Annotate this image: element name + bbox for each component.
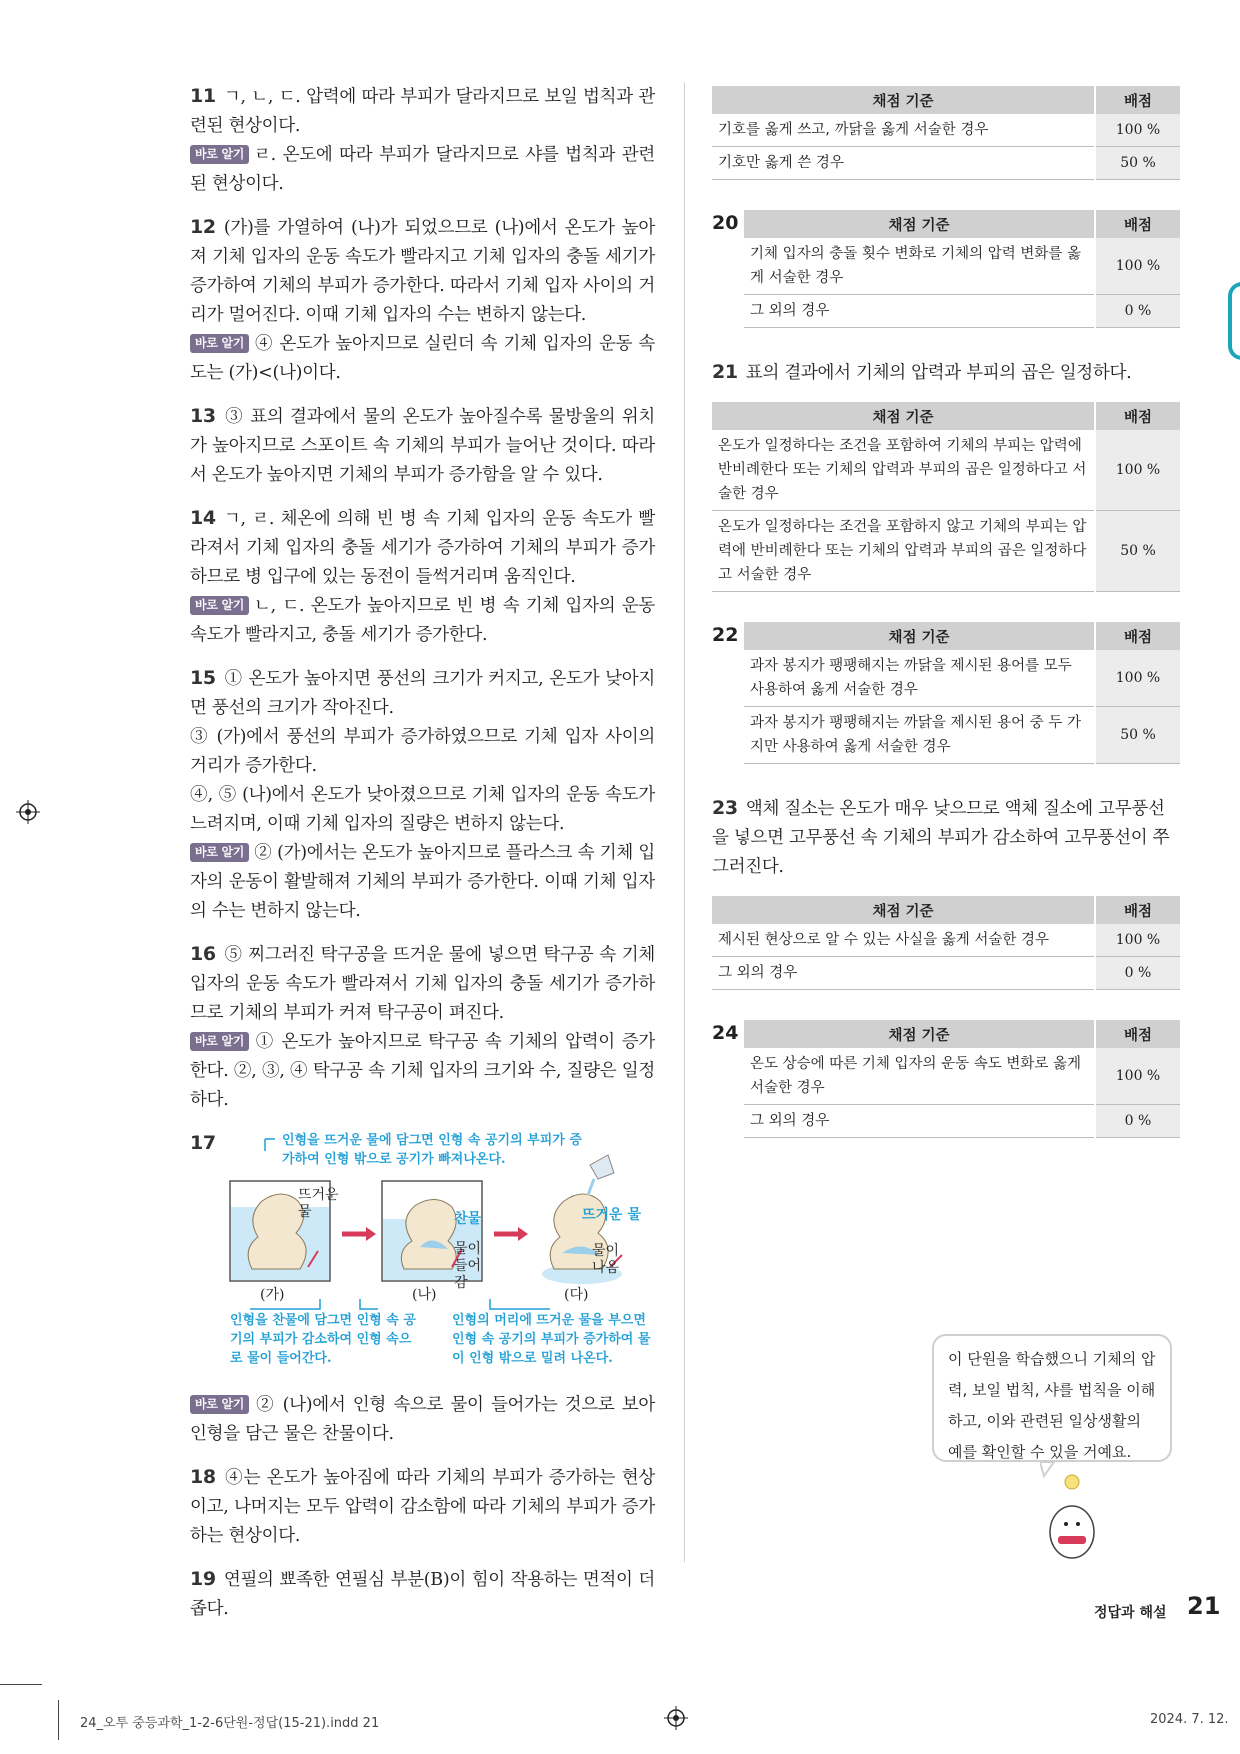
points-cell: 50 % bbox=[1095, 147, 1180, 180]
question-number: 19 bbox=[190, 1568, 216, 1590]
question-number: 11 bbox=[190, 85, 216, 107]
caption-top: 인형을 뜨거운 물에 담그면 인형 속 공기의 부피가 증가하여 인형 밖으로 공기가 빠져나온다. bbox=[282, 1133, 582, 1167]
answer-text: ① 온도가 높아지면 풍선의 크기가 커지고, 온도가 낮아지면 풍선의 크기가 작아진다. bbox=[190, 669, 655, 718]
question-number: 16 bbox=[190, 943, 216, 965]
answer-14 bbox=[190, 504, 655, 650]
header-points: 배점 bbox=[1095, 210, 1180, 238]
criteria-cell: 과자 봉지가 팽팽해지는 까닭을 제시된 용어 중 두 가지만 사용하여 옳게 서술한 경우 bbox=[744, 707, 1095, 764]
label-water-in: 물이 들어감 bbox=[454, 1241, 482, 1291]
answer-text: 연필의 뾰족한 연필심 부분(B)이 힘이 작용하는 면적이 더 좁다. bbox=[190, 1570, 655, 1619]
footer-date: 2024. 7. 12. bbox=[1150, 1712, 1229, 1727]
criteria-cell: 온도가 일정하다는 조건을 포함하지 않고 기체의 부피는 압력에 반비례한다 또는 기체의 압력과 부피의 곱은 일정하다고 서술한 경우 bbox=[712, 511, 1095, 592]
points-cell: 50 % bbox=[1095, 707, 1180, 764]
correction-text: ④ 온도가 높아지므로 실린더 속 기체 입자의 운동 속도는 (가)<(나)이다. bbox=[190, 334, 655, 383]
points-cell: 100 % bbox=[1095, 650, 1180, 707]
answer-text: ④, ⑤ (나)에서 온도가 낮아졌으므로 기체 입자의 운동 속도가 느려지며, 이때 기체 입자의 질량은 변하지 않는다. bbox=[190, 785, 655, 834]
header-criteria: 채점 기준 bbox=[712, 896, 1095, 924]
answer-21 bbox=[712, 358, 1180, 388]
label-ga: (가) bbox=[260, 1287, 285, 1303]
header-points: 배점 bbox=[1095, 622, 1180, 650]
header-criteria: 채점 기준 bbox=[744, 210, 1095, 238]
mascot-icon bbox=[1040, 1462, 1110, 1562]
answer-20 bbox=[712, 210, 1180, 328]
criteria-cell: 기호를 옳게 쓰고, 까닭을 옳게 서술한 경우 bbox=[712, 114, 1095, 147]
page-label: 정답과 해설 bbox=[1094, 1605, 1167, 1621]
left-column bbox=[190, 82, 655, 1638]
crop-mark bbox=[0, 1684, 42, 1685]
correction-text: ① 온도가 높아지므로 탁구공 속 기체의 압력이 증가한다. ②, ③, ④ 탁구공 속 기체 입자의 크기와 수, 질량은 일정하다. bbox=[190, 1032, 655, 1110]
answer-text: ㄱ, ㄹ. 체온에 의해 빈 병 속 기체 입자의 운동 속도가 빨라져서 기체 입자의 충돌 세기가 증가하여 기체의 부피가 증가하므로 병 입구에 있는 동전이 들썩거리며 움직인다. bbox=[190, 509, 655, 587]
header-criteria: 채점 기준 bbox=[744, 622, 1095, 650]
footer-filename: 24_오투 중등과학_1-2-6단원-정답(15-21).indd 21 bbox=[80, 1716, 380, 1731]
correction-text: ② (가)에서는 온도가 높아지므로 플라스크 속 기체 입자의 운동이 활발해져 기체의 부피가 증가한다. 이때 기체 입자의 수는 변하지 않는다. bbox=[190, 843, 655, 921]
answer-24 bbox=[712, 1020, 1180, 1138]
answer-13 bbox=[190, 402, 655, 490]
correction-badge: 바로 알기 bbox=[190, 1395, 249, 1414]
scoring-table-24 bbox=[744, 1020, 1180, 1138]
answer-19 bbox=[190, 1565, 655, 1624]
criteria-cell: 과자 봉지가 팽팽해지는 까닭을 제시된 용어를 모두 사용하여 옳게 서술한 경우 bbox=[744, 650, 1095, 707]
label-water-out: 물이 나옴 bbox=[592, 1243, 620, 1276]
answer-17-note bbox=[190, 1391, 655, 1449]
criteria-cell: 온도 상승에 따른 기체 입자의 운동 속도 변화로 옳게 서술한 경우 bbox=[744, 1048, 1095, 1105]
correction-badge: 바로 알기 bbox=[190, 596, 249, 615]
crop-mark bbox=[58, 1700, 59, 1740]
correction-text: ② (나)에서 인형 속으로 물이 들어가는 것으로 보아 인형을 담근 물은 찬물이다. bbox=[190, 1395, 655, 1444]
label-da: (다) bbox=[564, 1287, 589, 1303]
question-number: 14 bbox=[190, 507, 216, 529]
answer-text: ④는 온도가 높아짐에 따라 기체의 부피가 증가하는 현상이고, 나머지는 모두 압력이 감소함에 따라 기체의 부피가 증가하는 현상이다. bbox=[190, 1468, 655, 1546]
points-cell: 0 % bbox=[1095, 1105, 1180, 1138]
answer-11 bbox=[190, 82, 655, 199]
points-cell: 50 % bbox=[1095, 511, 1180, 592]
question-number: 20 bbox=[712, 212, 739, 234]
header-criteria: 채점 기준 bbox=[712, 402, 1095, 430]
answer-22 bbox=[712, 622, 1180, 764]
points-cell: 0 % bbox=[1095, 295, 1180, 328]
answer-12 bbox=[190, 213, 655, 388]
header-points: 배점 bbox=[1095, 402, 1180, 430]
answer-text: 액체 질소는 온도가 매우 낮으므로 액체 질소에 고무풍선을 넣으면 고무풍선 속 기체의 부피가 감소하여 고무풍선이 쭈그러진다. bbox=[712, 799, 1170, 877]
label-hot-water-2: 뜨거운 물 bbox=[582, 1207, 641, 1223]
answer-23 bbox=[712, 794, 1180, 882]
criteria-cell: 기체 입자의 충돌 횟수 변화로 기체의 압력 변화를 옳게 서술한 경우 bbox=[744, 238, 1095, 295]
question-number: 18 bbox=[190, 1466, 216, 1488]
speech-bubble: 이 단원을 학습했으니 기체의 압력, 보일 법칙, 샤를 법칙을 이해하고, 이와 관련된 일상생활의 예를 확인할 수 있을 거예요. bbox=[932, 1334, 1172, 1462]
correction-text: ㄹ. 온도에 따라 부피가 달라지므로 샤를 법칙과 관련된 현상이다. bbox=[190, 145, 655, 194]
answer-text: ⑤ 찌그러진 탁구공을 뜨거운 물에 넣으면 탁구공 속 기체 입자의 운동 속도가 빨라져서 기체 입자의 충돌 세기가 증가하므로 기체의 부피가 커져 탁구공이 펴진다. bbox=[190, 945, 655, 1023]
scoring-table-23 bbox=[712, 896, 1180, 990]
column-divider bbox=[684, 82, 685, 1562]
answer-18 bbox=[190, 1463, 655, 1551]
correction-text: ㄴ, ㄷ. 온도가 높아지므로 빈 병 속 기체 입자의 운동 속도가 빨라지고, 충돌 세기가 증가한다. bbox=[190, 596, 655, 645]
correction-badge: 바로 알기 bbox=[190, 334, 249, 353]
answer-text: ③ (가)에서 풍선의 부피가 증가하였으므로 기체 입자 사이의 거리가 증가한다. bbox=[190, 727, 655, 776]
header-criteria: 채점 기준 bbox=[712, 86, 1095, 114]
points-cell: 0 % bbox=[1095, 957, 1180, 990]
points-cell: 100 % bbox=[1095, 1048, 1180, 1105]
criteria-cell: 기호만 옳게 쓴 경우 bbox=[712, 147, 1095, 180]
points-cell: 100 % bbox=[1095, 238, 1180, 295]
label-cold-water: 찬물 bbox=[454, 1211, 482, 1227]
registration-mark-icon bbox=[664, 1706, 688, 1730]
scoring-table-21 bbox=[712, 402, 1180, 592]
question-number: 13 bbox=[190, 405, 216, 427]
points-cell: 100 % bbox=[1095, 924, 1180, 957]
criteria-cell: 그 외의 경우 bbox=[712, 957, 1095, 990]
right-column bbox=[712, 86, 1180, 1168]
answer-16 bbox=[190, 940, 655, 1115]
header-points: 배점 bbox=[1095, 896, 1180, 924]
question-number: 15 bbox=[190, 667, 216, 689]
label-hot-water: 뜨거운 물 bbox=[298, 1187, 339, 1220]
criteria-cell: 그 외의 경우 bbox=[744, 295, 1095, 328]
answer-text: ③ 표의 결과에서 물의 온도가 높아질수록 물방울의 위치가 높아지므로 스포이트 속 기체의 부피가 늘어난 것이다. 따라서 온도가 높아지면 기체의 부피가 증가함을 알 수 있다. bbox=[190, 407, 655, 485]
criteria-cell: 그 외의 경우 bbox=[744, 1105, 1095, 1138]
header-criteria: 채점 기준 bbox=[744, 1020, 1095, 1048]
question-number: 23 bbox=[712, 797, 738, 819]
correction-badge: 바로 알기 bbox=[190, 145, 249, 164]
scoring-table-20 bbox=[744, 210, 1180, 328]
scoring-table-22 bbox=[744, 622, 1180, 764]
caption-left: 인형을 찬물에 담그면 인형 속 공기의 부피가 감소하여 인형 속으로 물이 들어간다. bbox=[230, 1313, 416, 1366]
caption-right: 인형의 머리에 뜨거운 물을 부으면 인형 속 공기의 부피가 증가하여 물이 인형 밖으로 밀려 나온다. bbox=[452, 1313, 651, 1366]
correction-badge: 바로 알기 bbox=[190, 1032, 249, 1051]
criteria-cell: 제시된 현상으로 알 수 있는 사실을 옳게 서술한 경우 bbox=[712, 924, 1095, 957]
question-number: 12 bbox=[190, 216, 216, 238]
answer-text: 표의 결과에서 기체의 압력과 부피의 곱은 일정하다. bbox=[745, 363, 1132, 383]
question-number: 24 bbox=[712, 1022, 739, 1044]
edge-tab bbox=[1228, 282, 1240, 360]
scoring-table-19 bbox=[712, 86, 1180, 180]
label-na: (나) bbox=[412, 1287, 437, 1303]
question-number: 22 bbox=[712, 624, 739, 646]
header-points: 배점 bbox=[1095, 1020, 1180, 1048]
points-cell: 100 % bbox=[1095, 114, 1180, 147]
correction-badge: 바로 알기 bbox=[190, 843, 249, 862]
points-cell: 100 % bbox=[1095, 430, 1180, 511]
answer-15 bbox=[190, 664, 655, 926]
registration-mark-icon bbox=[16, 800, 40, 824]
answer-text: (가)를 가열하여 (나)가 되었으므로 (나)에서 온도가 높아져 기체 입자의 운동 속도가 빨라지고 기체 입자의 충돌 세기가 증가하여 기체의 부피가 증가한다. 따라서 기체 입자 사이의 거리가 멀어진다. 이때 기체 입자의 수는 변하지 않는다. bbox=[190, 218, 655, 325]
criteria-cell: 온도가 일정하다는 조건을 포함하여 기체의 부피는 압력에 반비례한다 또는 기체의 압력과 부피의 곱은 일정하다고 서술한 경우 bbox=[712, 430, 1095, 511]
question-number: 17 bbox=[190, 1132, 216, 1154]
answer-text: ㄱ, ㄴ, ㄷ. 압력에 따라 부피가 달라지므로 보일 법칙과 관련된 현상이다. bbox=[190, 87, 655, 136]
page-number: 21 bbox=[1187, 1592, 1221, 1620]
doll-experiment-figure bbox=[190, 1129, 660, 1379]
header-points: 배점 bbox=[1095, 86, 1180, 114]
question-number: 21 bbox=[712, 361, 738, 383]
